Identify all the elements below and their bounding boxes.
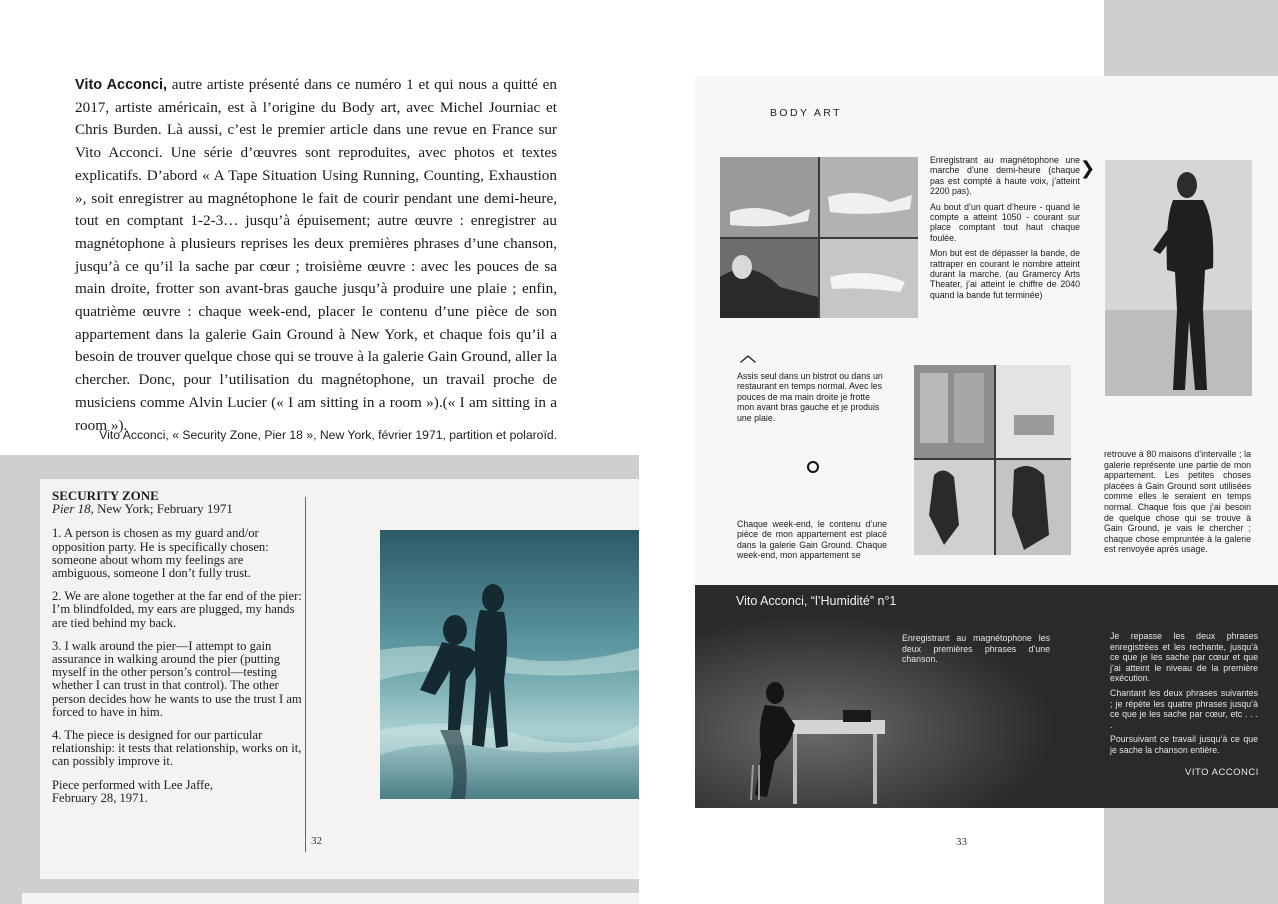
image-caption: Vito Acconci, « Security Zone, Pier 18 », New York, février 1971, partition et polaroïd. [99,428,557,442]
humidite-title: Vito Acconci, “l’Humidité” n°1 [736,594,897,608]
tape-paragraph-1: Enregistrant au magnétophone une marche d’une demi-heure (chaque pas est compté à haute voix, j’atteint 2200 pas). [930,155,1080,197]
chevron-right-icon: ❯ [1080,158,1096,179]
humidite-paragraph-1: Je repasse les deux phrases enregistrées et les rechante, jusqu’à ce que je les sache par cœur et que j’ai atteint le niveau de la première exécution. [1110,631,1258,684]
section-header: BODY ART [770,107,842,119]
intro-body-text: autre artiste présenté dans ce numéro 1 et qui nous a quitté en 2017, artiste américain, est à l’origine du Body art, avec Michel Journiac et Chris Burden. Là aussi, c’est le premier article dans une revue en France sur Vito Acconci. Une série d’œuvres sont reproduites, avec photos et textes explicatifs. D’abord « A Tape Situation Using Running, Counting, Exhaustion », soit enregistrer au magnétophone le fait de courir pendant une demi-heure, tout en comptant 1-2-3… jusqu’à épuisement; autre œuvre : enregistrer au magnétophone à plusieurs reprises les deux premières phrases d’une chanson, jusqu’à ce qu’il la sache par cœur ; troisième œuvre : avec les pouces de sa main droite, frotter son avant-bras gauche jusqu’à produire une plaie ; enfin, quatrième œuvre : chaque week-end, placer le contenu d’une pièce de son appartement dans la galerie Gain Ground à New York, et chaque fois qu’il a besoin de trouver quelque chose qui se trouve à la galerie Gain Ground, aller la chercher. Donc, pour l’utilisation du magnétophone, un travail proche de musiciens comme Alvin Lucier (« I am sitting in a room »).(« I am sitting in a room »). [75,76,557,434]
document-title: SECURITY ZONE [52,488,159,503]
document-item-2: 2. We are alone together at the far end of the pier: I’m blindfolded, my ears are plugged, my hands are tied behind my back. [52,589,302,630]
circle-icon [807,461,819,473]
document-edge [22,893,639,904]
document-item-1: 1. A person is chosen as my guard and/or opposition party. He is specifically chosen: someone about whom my feelings are ambiguous, someone I don’t fully trust. [52,526,269,581]
document-credit: Piece performed with Lee Jaffe, February 28, 1971. [52,777,213,805]
gain-ground-text: retrouve à 80 maisons d’intervalle ; la galerie représente une partie de mon appartement. Les petites choses placées à Gain Ground sont utilisées comme elles le seraient en temps normal. Chaque fois que j’ai besoin de quelque chose qui se trouve à Gain Ground, je vais le chercher ; chaque chose empruntée à la galerie est renvoyée après usage. [1104,449,1251,555]
tape-paragraph-3: Mon but est de dépasser la bande, de rattraper en courant le nombre atteint durant la marche. (au Gramercy Arts Theater, j’ai atteint le chiffre de 2040 quand la bande fut terminée) [930,248,1080,300]
artist-signature: VITO ACCONCI [1185,767,1259,778]
document-item-3: 3. I walk around the pier—I attempt to gain assurance in walking around the pier (putting myself in the other person’s control—testing whether I can trust in that control). The other person decides how he wants to use the trust I am forced to have in him. [52,638,302,719]
background-slant [1070,0,1130,80]
humidite-text-2 [1110,631,1258,760]
humidite-paragraph-3: Poursuivant ce travail jusqu’à ce que je sache la chanson entière. [1110,734,1258,755]
intro-paragraph [75,74,557,437]
document-divider [305,497,306,852]
document-subtitle [52,502,302,515]
gallery-photo-grid [914,365,1071,555]
bistrot-text: Assis seul dans un bistrot ou dans un restaurant en temps normal. Avec les pouces de ma main droite je frotte mon avant bras gauche et je produis une plaie. [737,371,883,423]
standing-man-photo [1105,160,1252,396]
page-number-right: 33 [956,836,967,848]
document-subtitle-place: Pier 18 [52,501,91,517]
document-subtitle-date: , New York; February 1971 [90,501,233,517]
humidite-paragraph-2: Chantant les deux phrases suivantes ; je répète les quatre phrases jusqu’à ce que je les sache par cœur, etc . . . . [1110,687,1258,730]
intro-artist-name: Vito Acconci, [75,77,168,93]
security-zone-text [52,489,302,805]
tape-situation-text [930,155,1080,305]
page-number-left: 32 [311,835,322,847]
tape-paragraph-2: Au bout d’un quart d’heure - quand le compte a atteint 1050 - courant sur place comptant tout haut chaque foulée. [930,201,1080,243]
humidite-text-1: Enregistrant au magnétophone les deux premières phrases d’une chanson. [902,633,1050,665]
polaroid-photo [380,530,639,799]
document-item-4: 4. The piece is designed for our particular relationship: it tests that relationship, works on it, can possibly improve it. [52,728,302,769]
chevron-up-icon: ︿ [740,346,757,365]
weekend-text: Chaque week-end, le contenu d’une pièce de mon appartement est placé dans la galerie Gain Ground. Chaque week-end, mon appartement se [737,519,887,561]
running-photo-grid [720,157,918,318]
